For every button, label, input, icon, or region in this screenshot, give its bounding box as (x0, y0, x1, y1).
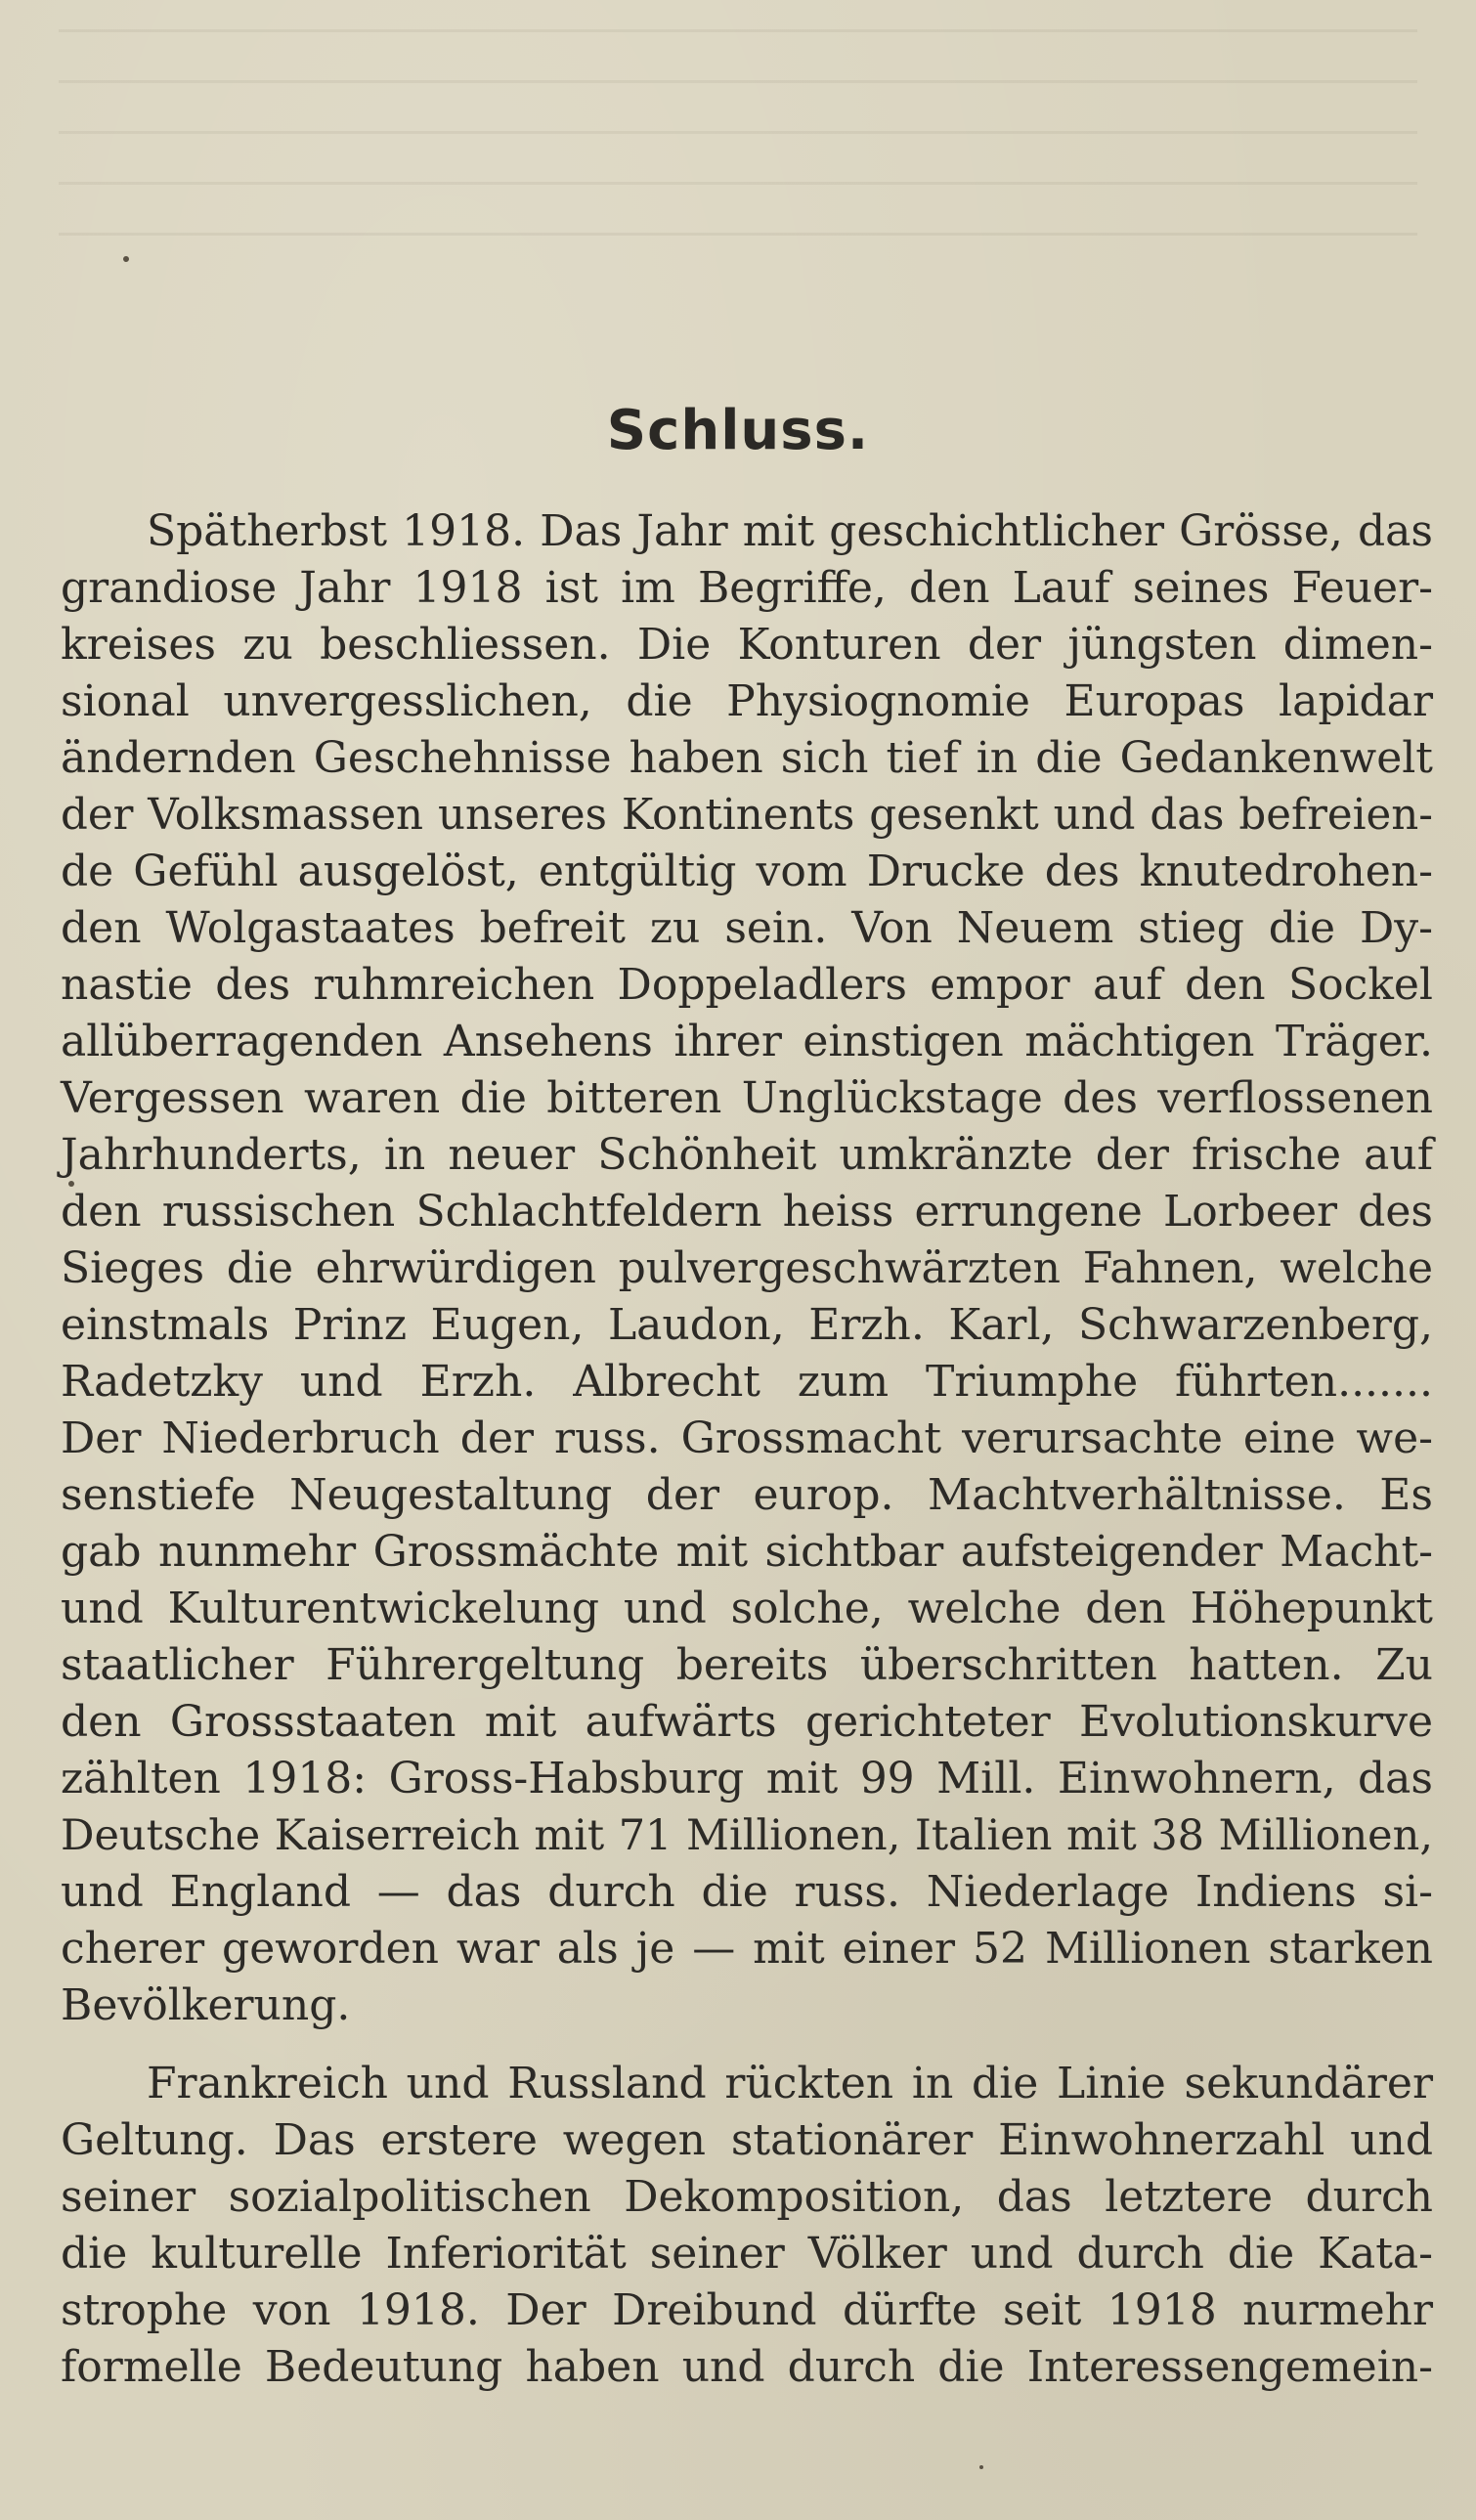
text-line: und Kulturentwickelung und solche, welche den Höhepunkt (61, 1584, 1433, 1633)
text-line: der Volksmassen unseres Kontinents gesenkt und das befreien- (61, 791, 1433, 840)
text-line: de Gefühl ausgelöst, entgültig vom Drucke des knutedrohen- (61, 847, 1433, 896)
text-line: senstiefe Neugestaltung der europ. Machtverhältnisse. Es (61, 1470, 1433, 1520)
text-line: den Grossstaaten mit aufwärts gerichteter Evolutionskurve (61, 1697, 1433, 1747)
text-line: allüberragenden Ansehens ihrer einstigen mächtigen Träger. (61, 1017, 1433, 1066)
chapter-heading: Schluss. (606, 399, 870, 462)
text-line: Jahrhunderts, in neuer Schönheit umkränzte der frische auf (61, 1130, 1433, 1180)
text-line: Vergessen waren die bitteren Unglückstage des verflossenen (61, 1073, 1433, 1123)
text-line: den russischen Schlachtfeldern heiss errungene Lorbeer des (61, 1187, 1433, 1237)
text-line: Frankreich und Russland rückten in die Linie sekundärer (147, 2059, 1433, 2108)
text-line: Spätherbst 1918. Das Jahr mit geschichtlicher Grösse, das (147, 506, 1433, 556)
text-line: formelle Bedeutung haben und durch die Interessengemein- (61, 2342, 1433, 2392)
text-line: seiner sozialpolitischen Dekomposition, das letztere durch (61, 2172, 1433, 2222)
paragraph-2 (61, 2056, 1433, 2396)
text-line: staatlicher Führergeltung bereits überschritten hatten. Zu (61, 1640, 1433, 1690)
bleed-through-texture (59, 29, 1417, 283)
text-line: den Wolgastaates befreit zu sein. Von Neuem stieg die Dy- (61, 903, 1433, 953)
print-speck (123, 256, 129, 262)
text-line: Geltung. Das erstere wegen stationärer Einwohnerzahl und (61, 2115, 1433, 2165)
text-line: zählten 1918: Gross-Habsburg mit 99 Mill. Einwohnern, das (61, 1754, 1433, 1803)
text-line: kreises zu beschliessen. Die Konturen der jüngsten dimen- (61, 620, 1433, 670)
text-line: Deutsche Kaiserreich mit 71 Millionen, Italien mit 38 Millionen, (61, 1811, 1433, 1860)
text-line: grandiose Jahr 1918 ist im Begriffe, den Lauf seines Feuer- (61, 563, 1433, 613)
text-line: sional unvergesslichen, die Physiognomie Europas lapidar (61, 676, 1433, 726)
text-line: cherer geworden war als je — mit einer 52 Millionen starken (61, 1924, 1433, 1974)
text-line: nastie des ruhmreichen Doppeladlers empor auf den Sockel (61, 960, 1433, 1010)
text-line: Bevölkerung. (61, 1980, 351, 2030)
text-line: Der Niederbruch der russ. Grossmacht verursachte eine we- (61, 1413, 1433, 1463)
text-line: einstmals Prinz Eugen, Laudon, Erzh. Karl, Schwarzenberg, (61, 1300, 1433, 1350)
text-line: Radetzky und Erzh. Albrecht zum Triumphe führten....... (61, 1357, 1433, 1407)
text-line: strophe von 1918. Der Dreibund dürfte seit 1918 nurmehr (61, 2285, 1433, 2335)
paragraph-1 (61, 503, 1433, 2034)
text-line: gab nunmehr Grossmächte mit sichtbar aufsteigender Macht- (61, 1527, 1433, 1577)
print-speck (979, 2465, 983, 2469)
text-line: ändernden Geschehnisse haben sich tief in die Gedankenwelt (61, 733, 1433, 783)
text-line: und England — das durch die russ. Niederlage Indiens si- (61, 1867, 1433, 1917)
text-line: Sieges die ehrwürdigen pulvergeschwärzten Fahnen, welche (61, 1243, 1433, 1293)
text-line: die kulturelle Inferiorität seiner Völker und durch die Kata- (61, 2229, 1433, 2279)
